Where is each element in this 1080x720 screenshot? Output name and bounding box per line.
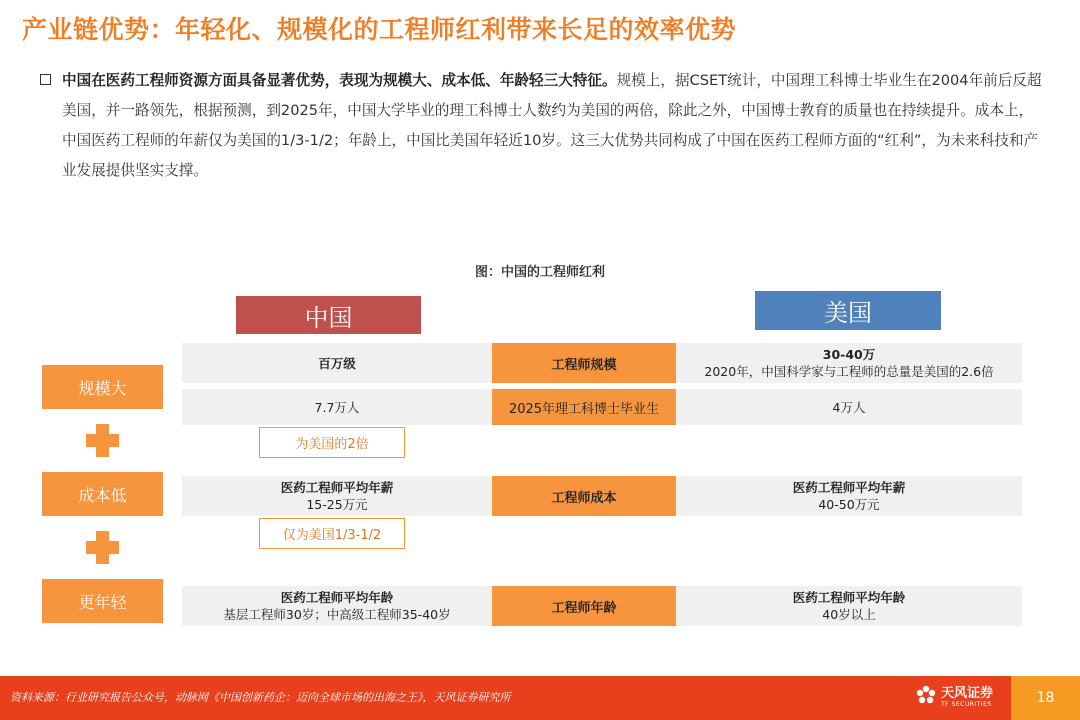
- middle-label: 工程师成本: [492, 476, 676, 516]
- us-cell-title: 医药工程师平均年龄: [792, 590, 906, 605]
- china-cell-title: 医药工程师平均年龄: [280, 590, 394, 605]
- logo-cn: 天风证券: [941, 686, 994, 701]
- side-label-cost: 成本低: [42, 472, 163, 516]
- note-twice: 为美国的2倍: [259, 427, 405, 458]
- us-header: 美国: [755, 291, 941, 330]
- china-cell-title: 医药工程师平均年薪: [280, 480, 394, 495]
- middle-label: 工程师年龄: [492, 586, 676, 626]
- page-number: 18: [1011, 676, 1080, 720]
- us-cell: [676, 476, 1022, 516]
- note-fraction: 仅为美国1/3-1/2: [259, 518, 405, 549]
- us-cell-sub: 4万人: [832, 399, 866, 415]
- tf-logo: [915, 682, 993, 708]
- us-cell: [676, 586, 1022, 626]
- page-title: 产业链优势：年轻化、规模化的工程师红利带来长足的效率优势: [22, 15, 737, 44]
- us-cell-title: 医药工程师平均年薪: [792, 480, 906, 495]
- us-cell-title: 30-40万: [822, 347, 876, 362]
- china-cell-sub: 15-25万元: [306, 497, 368, 512]
- middle-label: 工程师规模: [492, 343, 676, 383]
- us-cell-sub: 40岁以上: [822, 607, 876, 622]
- us-cell: [676, 343, 1022, 383]
- logo-en: TF SECURITIES: [941, 701, 992, 708]
- china-header: 中国: [236, 296, 421, 334]
- plus-icon: [86, 424, 119, 457]
- china-cell: [182, 343, 492, 383]
- side-label-scale: 规模大: [42, 365, 163, 409]
- china-cell-title: 百万级: [318, 355, 356, 371]
- china-cell: [182, 586, 492, 626]
- us-cell-sub: 40-50万元: [818, 497, 880, 512]
- china-cell: [182, 476, 492, 516]
- bullet-square-icon: [40, 74, 51, 85]
- side-label-young: 更年轻: [42, 579, 163, 623]
- us-cell: [676, 389, 1022, 425]
- summary-paragraph: [62, 66, 1042, 186]
- figure-caption: 图：中国的工程师红利: [474, 265, 605, 280]
- source-text: 资料来源：行业研究报告公众号，动脉网《中国创新药企：迈向全球市场的出海之王》，天风证券研究所: [10, 691, 511, 704]
- summary-rest: 规模上，据CSET统计，中国理工科博士毕业生在2004年前后反超美国，并一路领先，根据预测，到2025年，中国大学毕业的理工科博士人数约为美国的两倍，除此之外，中国博士教育的质量也在持续提升。成本上，中国医药工程师的年薪仅为美国的1/3-1/2；年龄上，中国比美国年轻近10岁。这三大优势共同构成了中国在医药工程师方面的“红利”，为未来科技和产业发展提供坚实支撑。: [62, 72, 1042, 179]
- us-cell-sub: 2020年，中国科学家与工程师的总量是美国的2.6倍: [704, 364, 994, 379]
- summary-bold: 中国在医药工程师资源方面具备显著优势，表现为规模大、成本低、年龄轻三大特征。: [62, 72, 617, 89]
- flower-icon: [915, 684, 937, 706]
- china-cell-sub: 7.7万人: [314, 399, 360, 415]
- middle-label: 2025年理工科博士毕业生: [492, 389, 676, 425]
- china-cell: [182, 389, 492, 425]
- plus-icon: [86, 531, 119, 564]
- china-cell-sub: 基层工程师30岁；中高级工程师35-40岁: [223, 607, 451, 622]
